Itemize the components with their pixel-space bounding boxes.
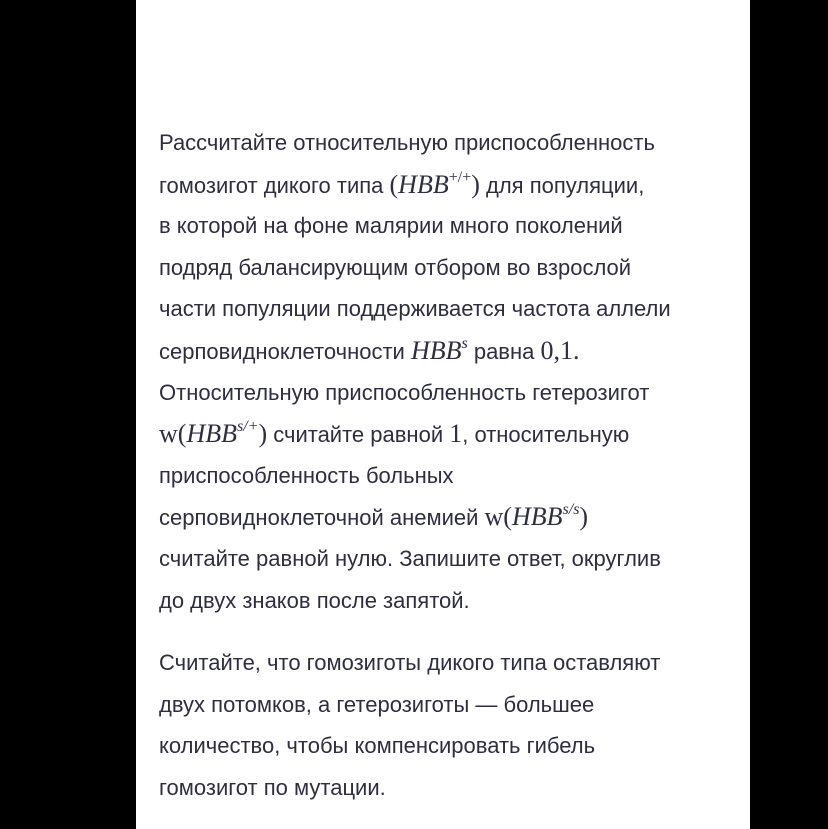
text-line xyxy=(159,122,739,164)
allele-superscript: s xyxy=(461,334,468,352)
text-line xyxy=(159,684,739,726)
text-line xyxy=(159,642,739,684)
text-run: Рассчитайте относительную приспособленность xyxy=(159,130,655,155)
text-line xyxy=(159,725,739,767)
fitness-w: w( xyxy=(484,502,512,532)
formula-hbb-s xyxy=(411,336,468,365)
text-run: серповидноклеточной анемией xyxy=(159,505,485,531)
text-line xyxy=(159,767,739,809)
text-run: двух потомков, а гетерозиготы — большее xyxy=(159,691,595,717)
text-line xyxy=(159,413,739,455)
text-line xyxy=(159,455,739,497)
gene-symbol: HBB xyxy=(410,335,462,365)
formula-w-heterozygote xyxy=(159,419,267,448)
text-run: Относительную приспособленность гетерозигот xyxy=(159,379,650,405)
text-line xyxy=(159,538,739,580)
gene-symbol: HBB xyxy=(398,169,449,199)
text-run: гомозигот по мутации. xyxy=(159,774,386,800)
genotype-superscript: s/+ xyxy=(236,418,259,436)
text-run: , относительную xyxy=(462,422,630,448)
formula-w-homozygote-mutant xyxy=(485,502,589,531)
document-page xyxy=(136,0,750,829)
genotype-superscript: +/+ xyxy=(448,168,472,186)
paren: ( xyxy=(389,169,399,199)
text-line xyxy=(159,330,739,372)
text-run: серповидноклеточности xyxy=(159,338,411,364)
gene-symbol: HBB xyxy=(186,419,237,449)
text-run: количество, чтобы компенсировать гибель xyxy=(159,733,596,759)
text-run: части популяции поддерживается частота аллели xyxy=(159,296,671,322)
text-run: приспособленность больных xyxy=(159,462,454,488)
text-run: гомозигот дикого типа xyxy=(159,172,390,198)
paragraph-hint xyxy=(159,642,739,808)
genotype-superscript: s/s xyxy=(562,501,580,519)
gene-symbol: HBB xyxy=(511,502,563,532)
paragraph-task xyxy=(159,122,739,621)
problem-text xyxy=(159,122,739,809)
fitness-w: w( xyxy=(159,419,187,449)
text-line xyxy=(159,288,739,330)
period: . xyxy=(573,335,580,365)
text-run: Считайте, что гомозиготы дикого типа оставляют xyxy=(159,650,661,676)
formula-hbb-wild xyxy=(390,170,480,199)
text-run: в которой на фоне малярии много поколений xyxy=(159,213,623,239)
paren: ) xyxy=(579,502,589,532)
text-line xyxy=(159,164,739,206)
text-line xyxy=(159,205,739,247)
text-line xyxy=(159,496,739,538)
text-run: для популяции, xyxy=(479,172,645,198)
allele-frequency-value: 0,1 xyxy=(540,335,573,365)
text-line xyxy=(159,247,739,289)
text-line xyxy=(159,372,739,414)
text-line xyxy=(159,580,739,622)
text-run: считайте равной нулю. Запишите ответ, округлив xyxy=(159,545,661,571)
text-run: до двух знаков после запятой. xyxy=(159,587,470,613)
text-run: считайте равной xyxy=(267,422,450,448)
paren: ) xyxy=(471,169,480,199)
text-run: подряд балансирующим отбором во взрослой xyxy=(159,254,632,280)
paren: ) xyxy=(258,419,268,449)
text-run: равна xyxy=(467,338,541,364)
fitness-value: 1 xyxy=(449,419,463,449)
